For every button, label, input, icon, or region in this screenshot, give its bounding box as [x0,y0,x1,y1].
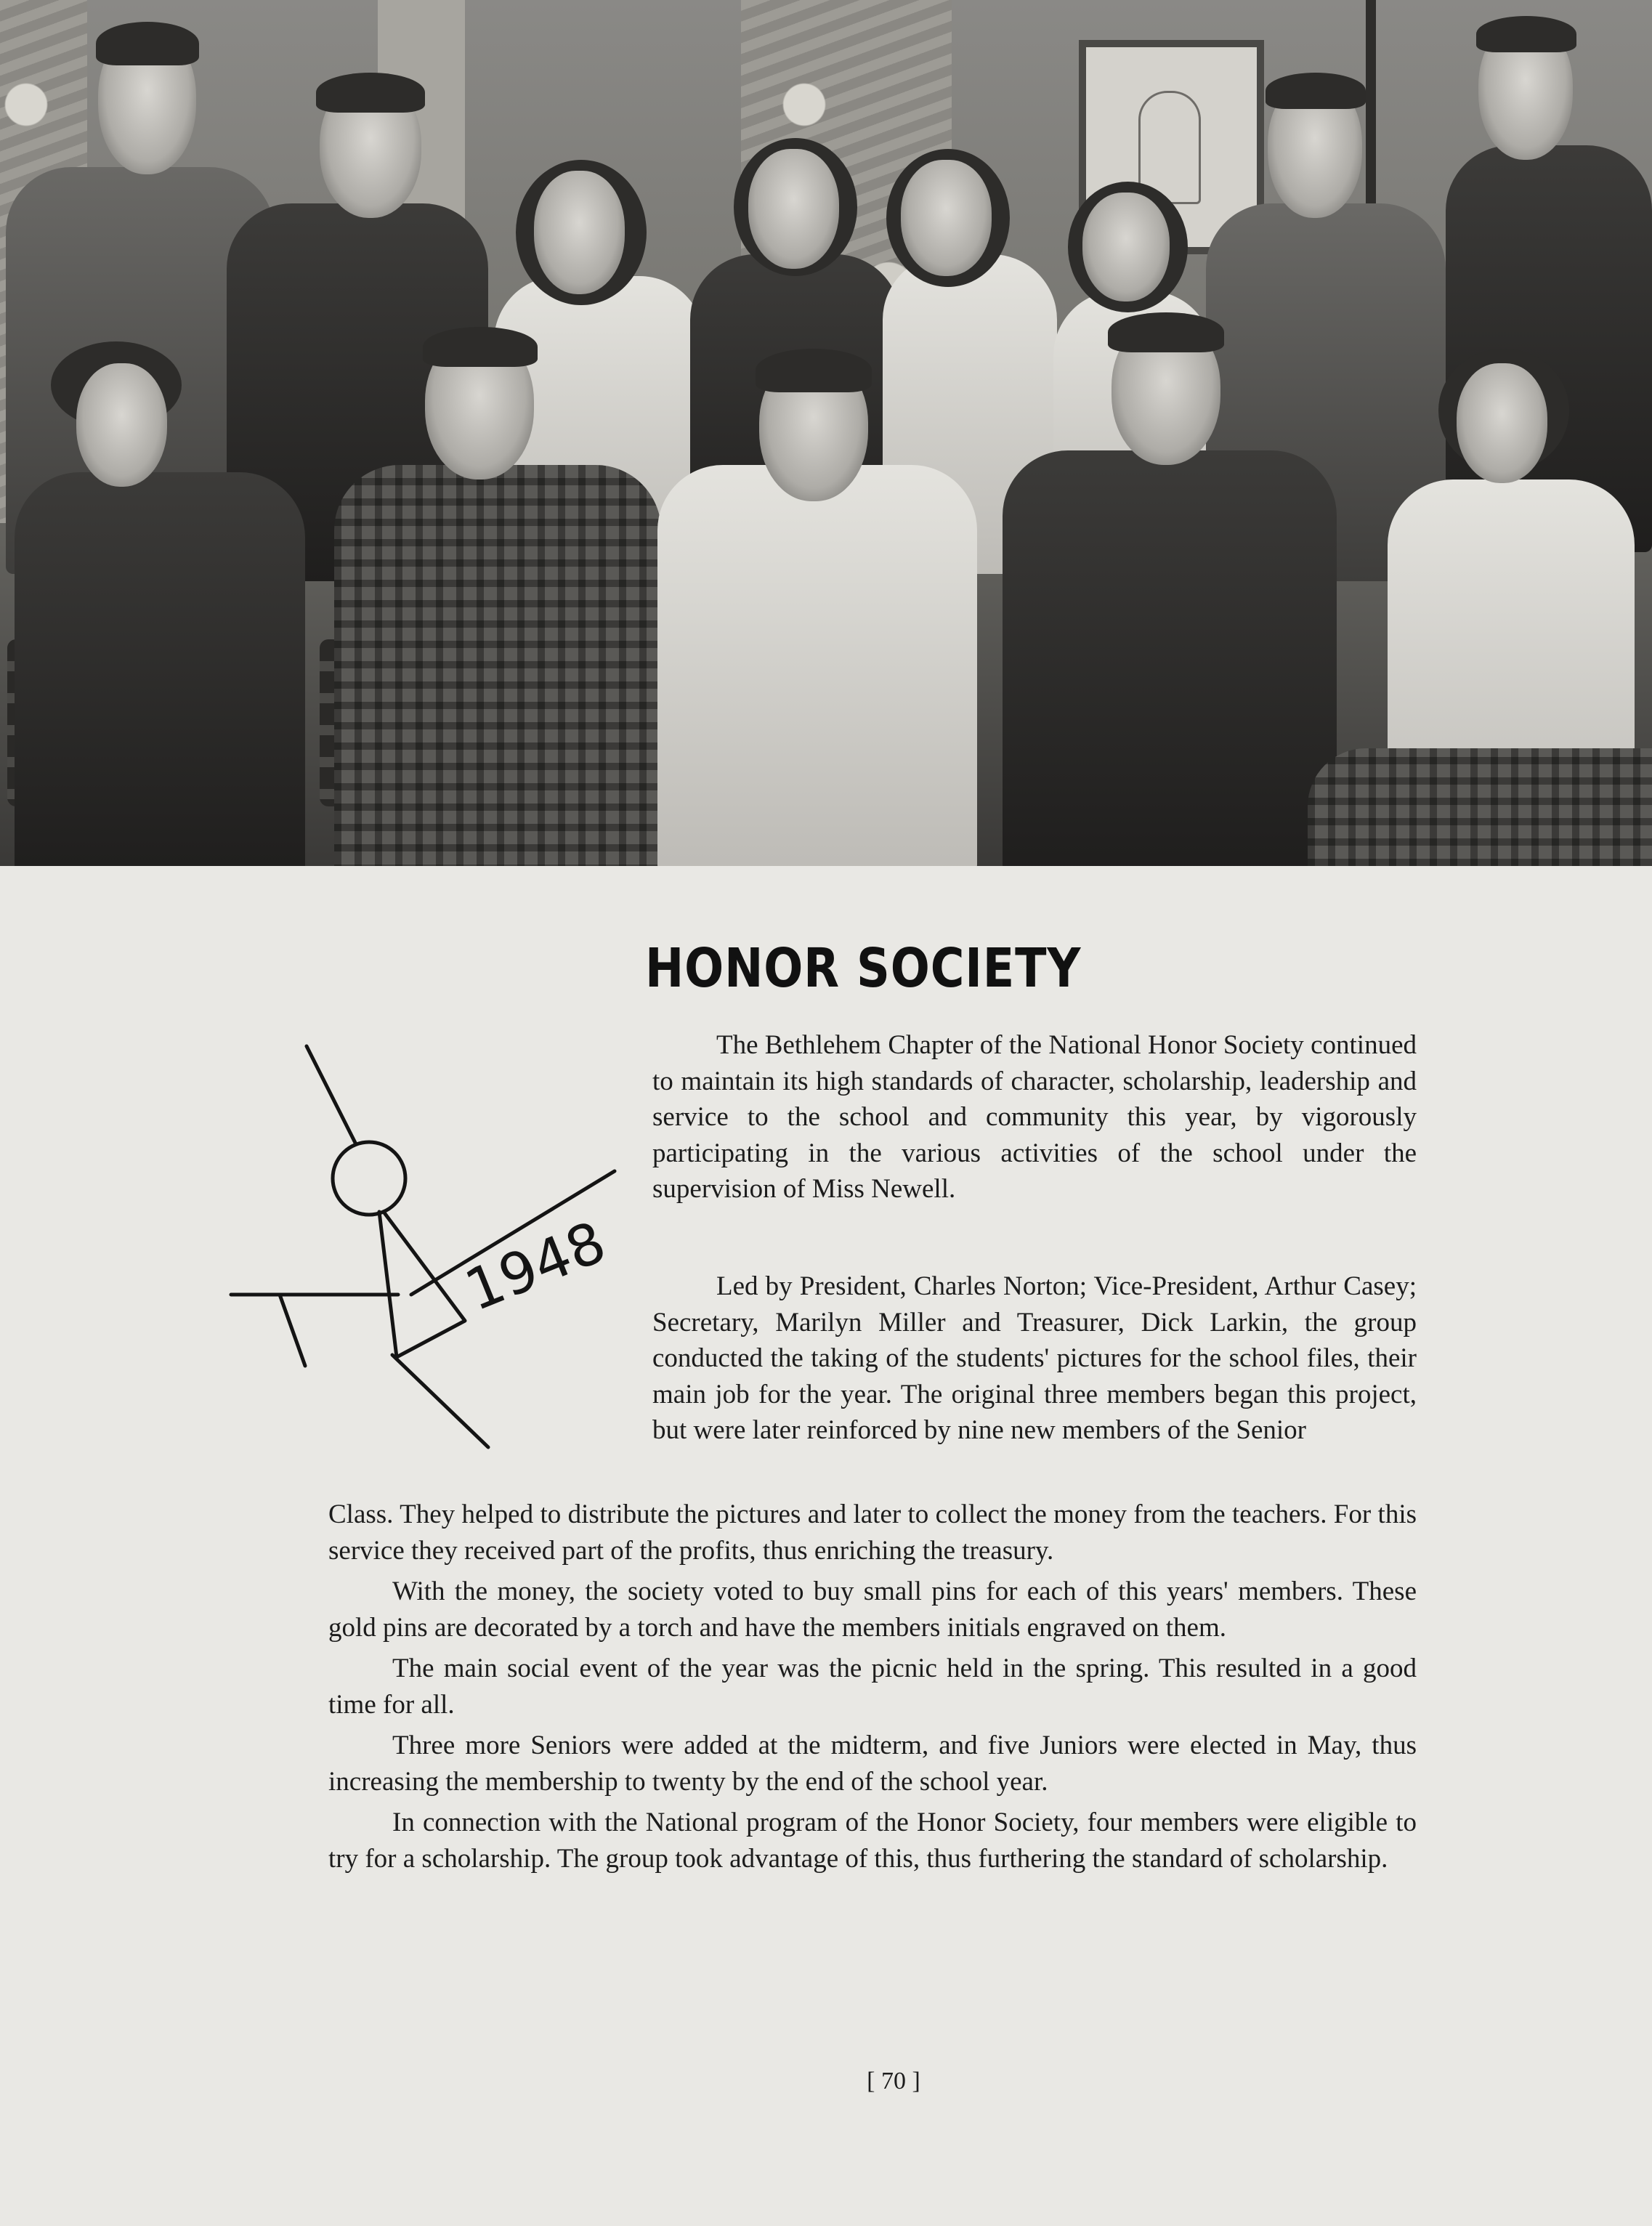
paragraph-3: With the money, the society voted to buy small pins for each of this years' members. These gold pins are decorated by a torch and have the members initials engraved on them. [328,1577,1417,1643]
paragraph-1: The Bethlehem Chapter of the National Honor Society continued to maintain its high standards of character, scholarship, leadership and service to the school and community this year, by vigorously participating in the various activities of the school under the supervision of Miss Newell. [652,1030,1417,1204]
logo-year: 1948 [456,1209,615,1324]
keyhole-torch-icon [218,1032,625,1453]
group-photo [0,0,1652,866]
paragraph-4: The main social event of the year was the picnic held in the spring. This resulted in a good time for all. [328,1654,1417,1720]
paragraph-5: Three more Seniors were added at the midterm, and five Juniors were elected in May, thus increasing the membership to twenty by the end of the school year. [328,1731,1417,1797]
article-column-lower [328,1497,1417,1877]
logo [218,1032,625,1453]
paragraph-2a: Led by President, Charles Norton; Vice-President, Arthur Casey; Secretary, Marilyn Miller and Treasurer, Dick Larkin, the group conducted the taking of the students' pictures for the school files, their main job for the year. The original three members began this project, but were later reinforced by nine new members of the Senior [652,1271,1417,1445]
page-title: HONOR SOCIETY [645,937,1082,1000]
article-column-upper [652,1027,1417,1207]
page-number: [ 70 ] [867,2068,920,2095]
paragraph-6: In connection with the National program of the Honor Society, four members were eligible to try for a scholarship. The group took advantage of this, thus furthering the standard of scholarship. [328,1808,1417,1874]
article-column-middle [652,1268,1417,1449]
paragraph-2b: Class. They helped to distribute the pictures and later to collect the money from the teachers. For this service they received part of the profits, thus enriching the treasury. [328,1499,1417,1566]
